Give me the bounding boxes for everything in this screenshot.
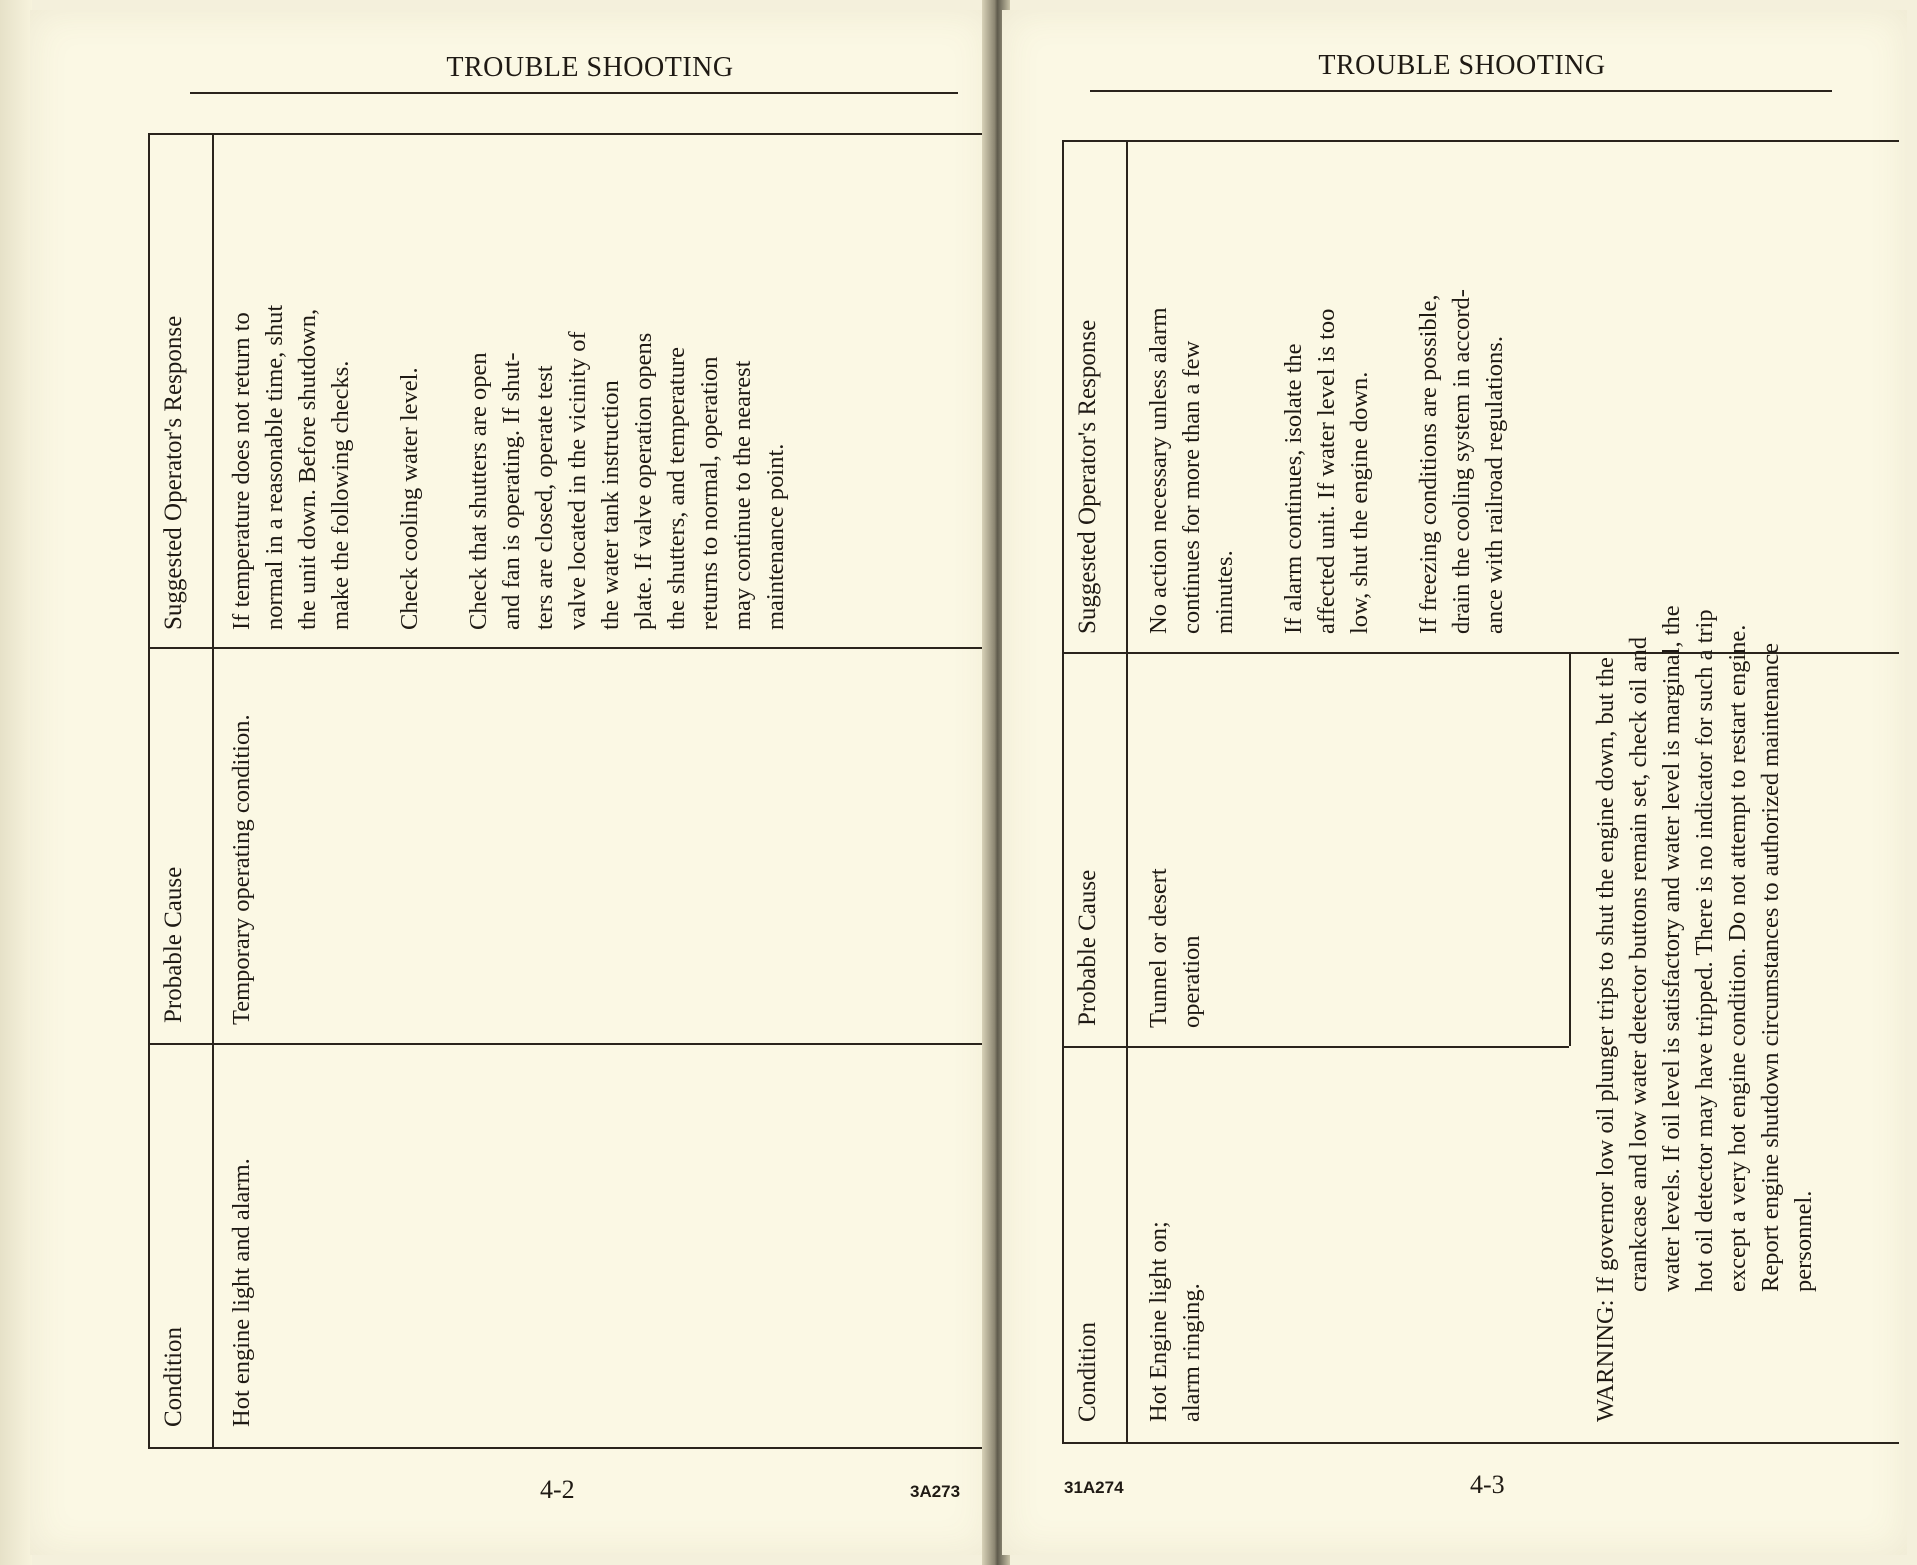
text-line: the unit down. Before shutdown, xyxy=(294,308,321,630)
text-line: Report engine shutdown circumstances to authorized maintenance xyxy=(1757,642,1784,1292)
left-col-divider-cause xyxy=(150,1043,1012,1045)
right-response-para-2 xyxy=(1277,164,1376,634)
text-line: ance with railroad regulations. xyxy=(1481,336,1508,634)
left-trouble-table xyxy=(148,133,1014,1449)
left-page-number: 4-2 xyxy=(540,1475,575,1504)
left-response-para-2 xyxy=(393,160,426,630)
text-line: If temperature does not return to xyxy=(228,312,255,630)
text-line: the shutters, and temperature xyxy=(663,346,690,630)
left-header-row-divider xyxy=(212,135,214,1447)
left-page-header: TROUBLE SHOOTING xyxy=(446,52,734,83)
text-line: WARNING: If governor low oil plunger trips to shut the engine down, but the xyxy=(1592,657,1619,1422)
text-line: If alarm continues, isolate the xyxy=(1280,343,1307,634)
right-header-row-divider xyxy=(1126,142,1128,1442)
left-col-cause-heading: Probable Cause xyxy=(160,866,187,1023)
text-line: except a very hot engine condition. Do not attempt to restart engine. xyxy=(1724,624,1751,1292)
left-response-text xyxy=(225,160,828,630)
right-col-condition-heading: Condition xyxy=(1074,1321,1101,1422)
text-line: Check cooling water level. xyxy=(396,367,423,630)
left-col-divider-response xyxy=(150,647,1012,649)
book-left-edge xyxy=(0,0,32,1565)
text-line: hot oil detector may have tripped. There is no indicator for such a trip xyxy=(1691,609,1718,1292)
text-line: plate. If valve operation opens xyxy=(630,332,657,630)
right-trouble-table xyxy=(1062,140,1899,1444)
text-line: valve located in the vicinity of xyxy=(564,331,591,630)
text-line: Check that shutters are open xyxy=(465,352,492,630)
right-response-para-3 xyxy=(1412,164,1511,634)
left-col-response-heading: Suggested Operator's Response xyxy=(160,315,187,630)
text-line: normal in a reasonable time, shut xyxy=(261,304,288,630)
text-line: may continue to the nearest xyxy=(729,360,756,630)
left-page-code: 3A273 xyxy=(910,1482,961,1501)
left-col-condition-heading: Condition xyxy=(160,1326,187,1427)
text-line: personnel. xyxy=(1790,1190,1817,1292)
text-line: minutes. xyxy=(1211,550,1238,634)
right-response-text xyxy=(1142,164,1547,634)
text-line: continues for more than a few xyxy=(1178,340,1205,634)
right-col-divider-cause xyxy=(1064,1046,1569,1048)
left-response-para-3 xyxy=(462,160,792,630)
left-header-rule xyxy=(190,92,958,94)
text-line: maintenance point. xyxy=(762,443,789,630)
text-line: Hot Engine light on; xyxy=(1145,1221,1172,1422)
text-line: Tunnel or desert xyxy=(1145,868,1172,1028)
right-condition-text xyxy=(1142,1052,1208,1422)
text-line: and fan is operating. If shut- xyxy=(498,352,525,630)
right-page xyxy=(1002,10,1907,1555)
left-response-para-1 xyxy=(225,160,357,630)
warning-box-rule-vertical xyxy=(1569,654,1571,1046)
text-line: operation xyxy=(1178,935,1205,1028)
right-col-cause-heading: Probable Cause xyxy=(1074,869,1101,1026)
text-line: alarm ringing. xyxy=(1178,1283,1205,1422)
text-line: ters are closed, operate test xyxy=(531,365,558,630)
left-cause-text: Temporary operating condition. xyxy=(228,714,255,1025)
right-page-header: TROUBLE SHOOTING xyxy=(1318,50,1606,81)
text-line: No action necessary unless alarm xyxy=(1145,307,1172,634)
text-line: affected unit. If water level is too xyxy=(1313,308,1340,634)
left-condition-text: Hot engine light and alarm. xyxy=(228,1158,255,1427)
right-cause-text xyxy=(1142,658,1208,1028)
left-page xyxy=(30,10,990,1555)
text-line: crankcase and low water detector buttons remain set, check oil and xyxy=(1625,636,1652,1292)
text-line: drain the cooling system in accord- xyxy=(1448,289,1475,634)
text-line: If freezing conditions are possible, xyxy=(1415,294,1442,634)
right-header-rule xyxy=(1090,90,1832,92)
text-line: make the following checks. xyxy=(327,360,354,630)
right-col-response-heading: Suggested Operator's Response xyxy=(1074,319,1101,634)
text-line: returns to normal, operation xyxy=(696,356,723,630)
text-line: water levels. If oil level is satisfactory and water level is marginal, the xyxy=(1658,605,1685,1292)
right-response-para-1 xyxy=(1142,164,1241,634)
warning-text xyxy=(1589,202,1820,1422)
text-line: low, shut the engine down. xyxy=(1346,371,1373,634)
right-page-number: 4-3 xyxy=(1470,1470,1505,1499)
text-line: the water tank instruction xyxy=(597,380,624,630)
right-page-code: 31A274 xyxy=(1064,1478,1124,1497)
